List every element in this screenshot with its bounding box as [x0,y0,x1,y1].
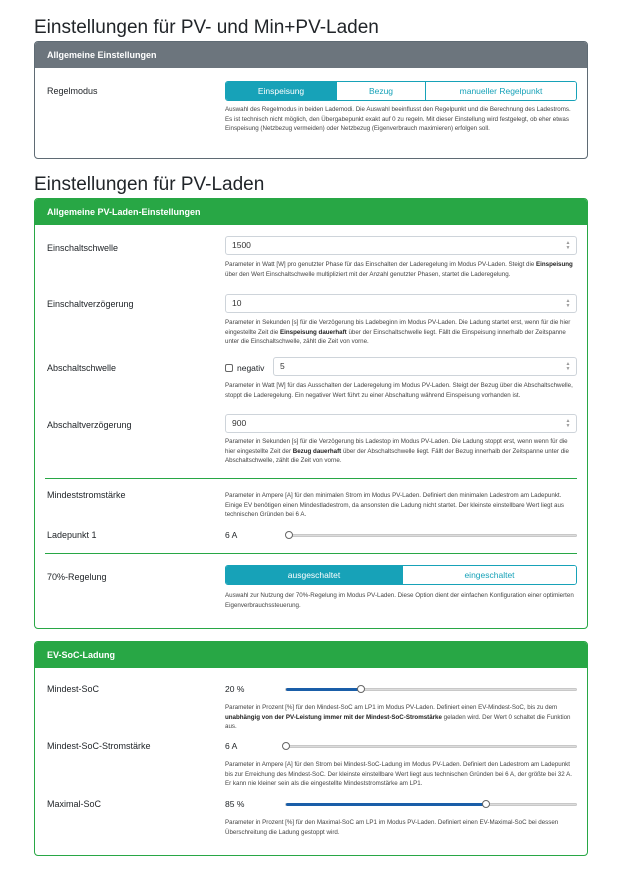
divider-1 [45,478,577,479]
maximal-soc-slider-thumb[interactable] [482,800,490,808]
mindeststromstaerke-help: Parameter in Ampere [A] für den minimalen Strom im Modus PV-Laden. Definiert den minimalen Ladestrom am Ladepunkt. Einige EV benötigen einen Mindestladestrom, da ansonsten die Ladung nicht startet. Der kleinste einstellbare Wert liegt aus technischen Gründen bei 6 A. [225,492,565,519]
abschaltverzoegerung-input[interactable] [225,414,577,433]
page-title-pv-min-pv: Einstellungen für PV- und Min+PV-Laden [34,17,379,38]
mindest-soc-strom-help: Parameter in Ampere [A] für den Strom bei Mindest-SoC-Ladung im Modus PV-Laden. Definiert den Ladestrom am Ladepunkt bis zur Erreichung des Mindest-SoC. Der kleinste einstellbare Wert liegt aus technischen Gründen bei 6 A, der größte bei 32 A. Er kann nie kleiner sein als die eingestellte Mindeststromstärke am LP1. [225,761,572,788]
abschaltschwelle-label: Abschaltschwelle [47,363,117,373]
maximal-soc-help: Parameter in Prozent [%] für den Maximal-SoC am LP1 im Modus PV-Laden. Definiert einen EV-Maximal-SoC bei dessen Überschreitung die Ladung gestoppt wird. [225,819,559,836]
regelmodus-option-bezug[interactable]: Bezug [336,82,425,100]
einschaltverzoegerung-label: Einschaltverzögerung [47,299,134,309]
card-header-general-settings: Allgemeine Einstellungen [35,42,587,68]
maximal-soc-value: 85 % [225,799,245,809]
einschaltschwelle-value: 1500 [232,240,251,250]
abschaltschwelle-spinner-icon[interactable]: ▲ ▼ [565,361,571,372]
negativ-label: negativ [237,363,265,373]
mindest-soc-slider[interactable] [285,688,577,691]
regelmodus-label: Regelmodus [47,86,98,96]
maximal-soc-slider[interactable] [285,803,577,806]
abschaltverzoegerung-spinner-icon[interactable]: ▲ ▼ [565,418,571,429]
abschaltverzoegerung-value: 900 [232,418,247,428]
einschaltverzoegerung-input[interactable] [225,294,577,313]
regelung-70-label: 70%-Regelung [47,572,107,582]
regelung-70-option-ein[interactable]: eingeschaltet [402,566,576,584]
mindest-soc-strom-label: Mindest-SoC-Stromstärke [47,741,151,751]
einschaltschwelle-label: Einschaltschwelle [47,243,119,253]
abschaltschwelle-input[interactable] [273,357,577,376]
ladepunkt-1-value: 6 A [225,530,238,540]
regelmodus-option-einspeisung[interactable]: Einspeisung [226,82,336,100]
mindest-soc-help: Parameter in Prozent [%] für den Mindest-SoC am LP1 im Modus PV-Laden. Definiert einen EV-Mindest-SoC, bis zu dem unabhängig von der PV-Leistung immer mit der Mindest-SoC-Stromstärke geladen wird. Der Wert 0 schaltet die Funktion aus. [225,704,571,731]
einschaltschwelle-spinner-icon[interactable]: ▲ ▼ [565,240,571,251]
page-title-pv-laden: Einstellungen für PV-Laden [34,174,265,195]
maximal-soc-slider-fill [286,803,486,806]
abschaltschwelle-help: Parameter in Watt [W] für das Ausschalten der Laderegelung im Modus PV-Laden. Steigt der Bezug über die Abschaltschwelle, stoppt die Laderegelung. Ein negativer Wert führt zu einer Abschaltung während Einspeisung vorhanden ist. [225,382,573,399]
regelung-70-help: Auswahl zur Nutzung der 70%-Regelung im Modus PV-Laden. Diese Option dient der einfachen Konfiguration einer optimierten Eigenverbrauchssteuerung. [225,592,574,609]
abschaltverzoegerung-label: Abschaltverzögerung [47,420,132,430]
einschaltschwelle-help: Parameter in Watt [W] pro genutzter Phase für das Einschalten der Laderegelung im Modus PV-Laden. Steigt die Einspeisung über den Wert Einschaltschwelle multipliziert mit der Anzahl genutzter Phasen, startet die Laderegelung. [225,261,573,278]
regelung-70-option-aus[interactable]: ausgeschaltet [226,566,402,584]
regelmodus-option-manuell[interactable]: manueller Regelpunkt [425,82,576,100]
maximal-soc-label: Maximal-SoC [47,799,102,809]
mindest-soc-slider-thumb[interactable] [357,685,365,693]
card-pv-laden-settings [34,198,588,629]
einschaltverzoegerung-help: Parameter in Sekunden [s] für die Verzögerung bis Ladebeginn im Modus PV-Laden. Die Ladung startet erst, wenn für die hier eingestellte Zeit die Einspeisung dauerhaft über der Einschaltschwelle liegt. Fällt die Einspeisung innerhalb der Zeitspanne unter die Einschaltschwelle, zählt die Zeit von vorne. [225,319,571,346]
mindest-soc-label: Mindest-SoC [47,684,100,694]
ladepunkt-1-slider-thumb[interactable] [285,531,293,539]
regelmodus-help: Auswahl des Regelmodus in beiden Lademodi. Die Auswahl beeinflusst den Regelpunkt und die Berechnung des Ladestroms. Es ist technisch nicht möglich, den Übergabepunkt exakt auf 0 zu regeln. Mit dieser Einstellung wird festgelegt, ob eher etwas Einspeisung (Netzbezug vermeiden) oder Netzbezug (Eigenverbrauch maximieren) erfolgen soll. [225,106,571,133]
abschaltschwelle-value: 5 [280,361,285,371]
mindeststromstaerke-label: Mindeststromstärke [47,490,126,500]
divider-2 [45,553,577,554]
regelmodus-selector [225,81,577,101]
card-general-settings [34,41,588,159]
card-header-ev-soc: EV-SoC-Ladung [35,642,587,668]
card-header-pv-laden: Allgemeine PV-Laden-Einstellungen [35,199,587,225]
mindest-soc-strom-value: 6 A [225,741,238,751]
mindest-soc-strom-slider-thumb[interactable] [282,742,290,750]
einschaltverzoegerung-spinner-icon[interactable]: ▲ ▼ [565,298,571,309]
card-ev-soc-ladung [34,641,588,856]
ladepunkt-1-slider[interactable] [288,534,577,537]
mindest-soc-strom-slider[interactable] [285,745,577,748]
ladepunkt-1-label: Ladepunkt 1 [47,530,97,540]
abschaltverzoegerung-help: Parameter in Sekunden [s] für die Verzögerung bis Ladestop im Modus PV-Laden. Die Ladung stoppt erst, wenn wenn für die hier eingestellte Zeit der Bezug dauerhaft über der Abschaltschwelle liegt. Fällt der Bezug innerhalb der Zeitspanne unter die Abschaltschwelle, zählt die Zeit von vorne. [225,438,569,465]
einschaltschwelle-input[interactable] [225,236,577,255]
mindest-soc-slider-fill [286,688,361,691]
regelung-70-selector [225,565,577,585]
mindest-soc-value: 20 % [225,684,245,694]
einschaltverzoegerung-value: 10 [232,298,242,308]
negativ-checkbox[interactable] [225,364,233,372]
